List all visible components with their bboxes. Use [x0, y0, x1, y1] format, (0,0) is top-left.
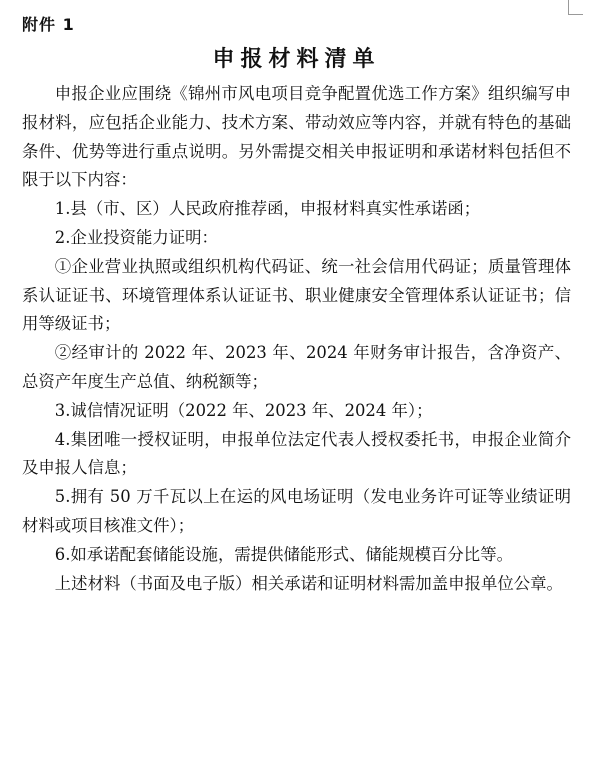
- list-item-6: 6.如承诺配套储能设施，需提供储能形式、储能规模百分比等。: [54, 544, 513, 564]
- sub-item-1: ①企业营业执照或组织机构代码证、统一社会信用代码证；质量管理体系认证证书、环境管理体系认证证书、职业健康安全管理体系认证证书；信用等级证书；: [22, 256, 571, 334]
- document-body: [22, 80, 571, 598]
- list-item-1: 1.县（市、区）人民政府推荐函，申报材料真实性承诺函；: [54, 199, 481, 219]
- closing-paragraph: 上述材料（书面及电子版）相关承诺和证明材料需加盖申报单位公章。: [54, 573, 563, 593]
- page-corner-mark: [568, 0, 583, 15]
- list-item-4: 4.集团唯一授权证明，申报单位法定代表人授权委托书，申报企业简介及申报人信息；: [22, 429, 571, 478]
- document-title: 申报材料清单: [212, 46, 381, 72]
- list-item-2: 2.企业投资能力证明：: [54, 227, 218, 247]
- list-item-5: 5.拥有 50 万千瓦以上在运的风电场证明（发电业务许可证等业绩证明材料或项目核准文件）；: [22, 487, 571, 535]
- attachment-label: 附件 1: [22, 15, 75, 34]
- sub-item-2: ②经审计的 2022 年、2023 年、2024 年财务审计报告，含净资产、总资产年度生产总值、纳税额等；: [22, 343, 571, 391]
- intro-paragraph: 申报企业应围绕《锦州市风电项目竞争配置优选工作方案》组织编写申报材料，应包括企业能力、技术方案、带动效应等内容，并就有特色的基础条件、优势等进行重点说明。另外需提交相关申报证明和承诺材料包括但不限于以下内容：: [22, 84, 571, 190]
- list-item-3: 3.诚信情况证明（2022 年、2023 年、2024 年）；: [54, 400, 433, 420]
